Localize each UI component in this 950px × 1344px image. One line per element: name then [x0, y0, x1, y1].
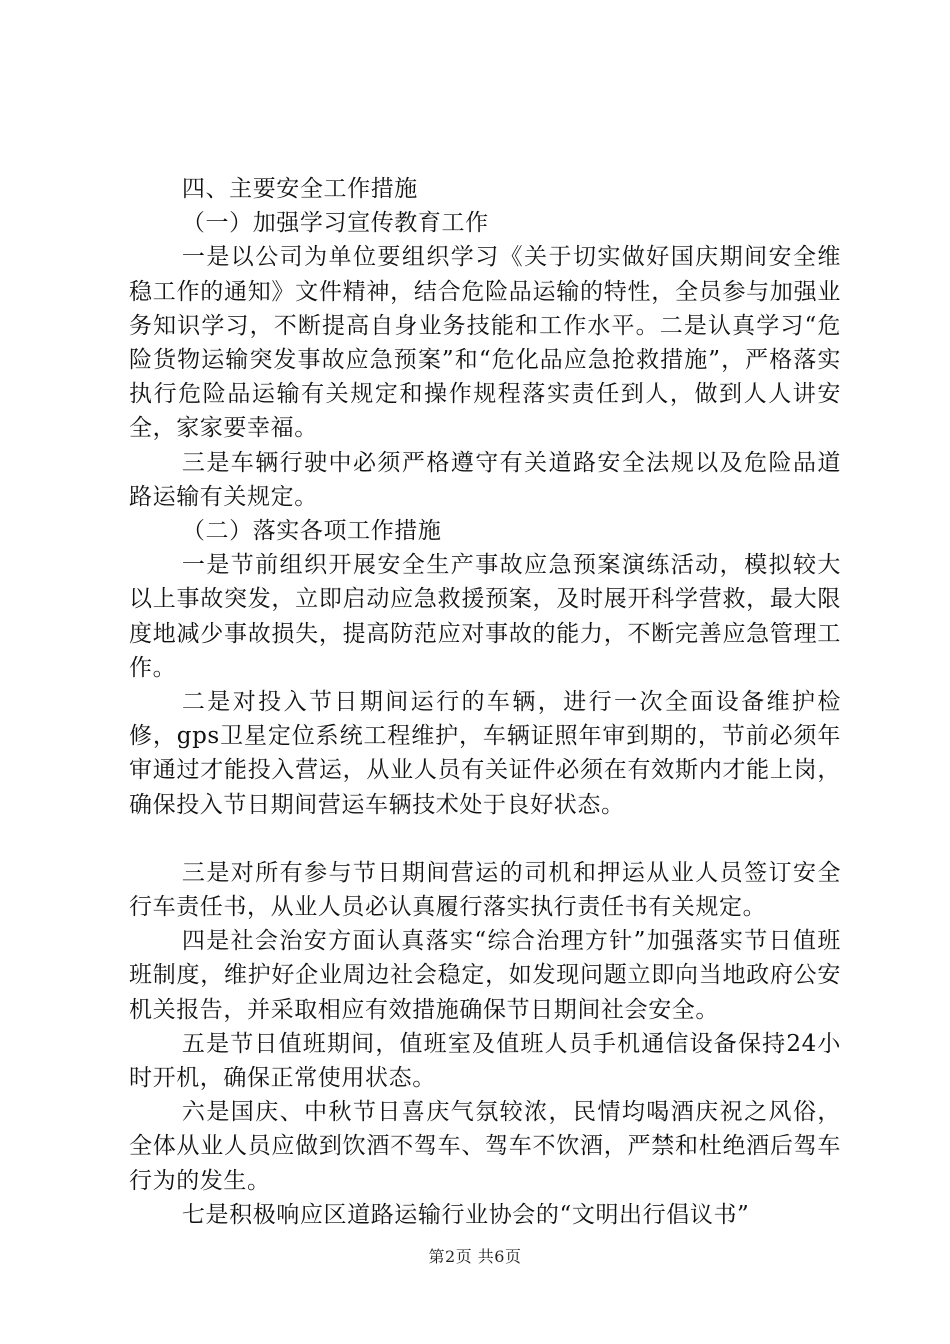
document-body [129, 172, 841, 1232]
paragraph-spacer [129, 822, 841, 856]
paragraph-9: 七是积极响应区道路运输行业协会的“文明出行倡议书” [181, 1201, 750, 1228]
paragraph-7: 五是节日值班期间，值班室及值班人员手机通信设备保持24小时开机，确保正常使用状态。 [129, 1030, 841, 1092]
subsection-title-1: （一）加强学习宣传教育工作 [181, 210, 489, 237]
paragraph-1: 一是以公司为单位要组织学习《关于切实做好国庆期间安全维稳工作的通知》文件精神，结合危险品运输的特性，全员参与加强业务知识学习，不断提高自身业务技能和工作水平。二是认真学习“危险货物运输突发事故应急预案”和“危化品应急抢救措施”，严格落实执行危险品运输有关规定和操作规程落实责任到人，做到人人讲安全，家家要幸福。 [129, 244, 841, 442]
section-title: 四、主要安全工作措施 [181, 176, 418, 202]
paragraph-8: 六是国庆、中秋节日喜庆气氛较浓，民情均喝酒庆祝之风俗，全体从业人员应做到饮酒不驾车、驾车不饮酒，严禁和杜绝酒后驾车行为的发生。 [129, 1099, 841, 1194]
subsection-title-2: （二）落实各项工作措施 [181, 518, 442, 545]
paragraph-4: 二是对投入节日期间运行的车辆，进行一次全面设备维护检修，gps卫星定位系统工程维护，车辆证照年审到期的，节前必须年审通过才能投入营运，从业人员有关证件必须在有效斯内才能上岗，确保投入节日期间营运车辆技术处于良好状态。 [129, 689, 841, 818]
page-number-footer: 第2页 共6页 [428, 1247, 522, 1266]
paragraph-3: 一是节前组织开展安全生产事故应急预案演练活动，模拟较大以上事故突发，立即启动应急救援预案，及时展开科学营救，最大限度地减少事故损失，提高防范应对事故的能力，不断完善应急管理工作。 [129, 552, 841, 681]
paragraph-2: 三是车辆行驶中必须严格遵守有关道路安全法规以及危险品道路运输有关规定。 [129, 449, 841, 510]
paragraph-6: 四是社会治安方面认真落实“综合治理方针”加强落实节日值班班制度，维护好企业周边社会稳定，如发现问题立即向当地政府公安机关报告，并采取相应有效措施确保节日期间社会安全。 [129, 928, 841, 1023]
paragraph-5: 三是对所有参与节日期间营运的司机和押运从业人员签订安全行车责任书，从业人员必认真履行落实执行责任书有关规定。 [129, 859, 841, 921]
